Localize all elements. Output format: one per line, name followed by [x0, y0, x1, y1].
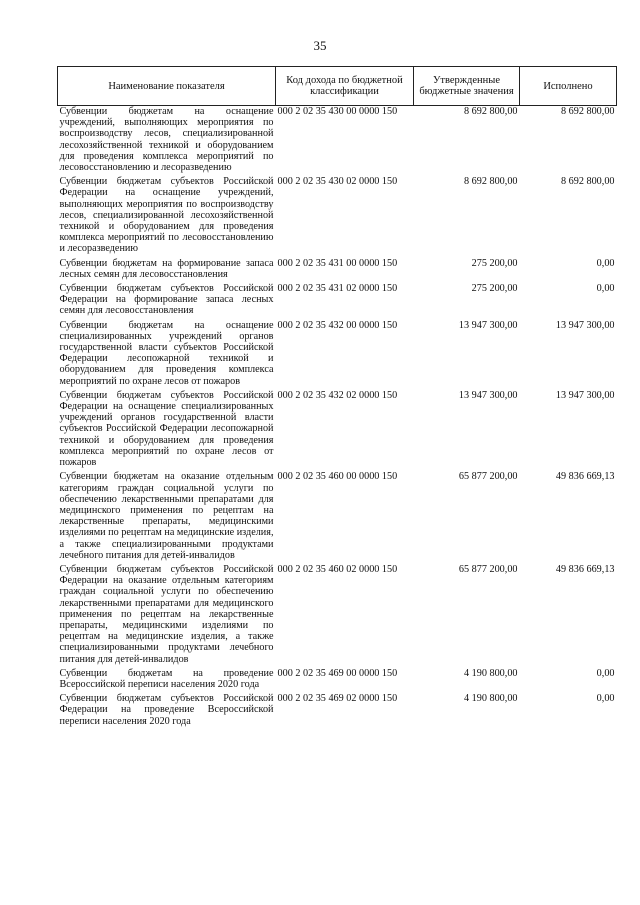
row-name: Субвенции бюджетам на оказание отдельным категориям граждан социальной услуги по обеспечению лекарственными препаратами для медицинского применения по рецептам на лекарственные препараты, медицинскими изделиями по рецептам на медицинские изделия, а также специализированными продуктами лечебного питания для детей-инвалидов	[59, 471, 274, 561]
row-executed: 0,00	[596, 257, 615, 269]
row-approved: 13 947 300,00	[458, 319, 518, 331]
row-approved: 8 692 800,00	[464, 176, 518, 188]
row-executed: 8 692 800,00	[561, 176, 615, 188]
table-body	[58, 106, 617, 730]
row-executed: 49 836 669,13	[555, 563, 615, 575]
row-code: 000 2 02 35 432 00 0000 150	[277, 319, 398, 331]
row-code: 000 2 02 35 460 00 0000 150	[277, 471, 398, 483]
row-approved: 275 200,00	[471, 257, 518, 269]
row-approved: 13 947 300,00	[458, 389, 518, 401]
header-code: Код дохода по бюджетной классификации	[276, 67, 414, 106]
row-code: 000 2 02 35 431 02 0000 150	[277, 283, 398, 295]
row-executed: 0,00	[596, 693, 615, 705]
table-row	[58, 693, 617, 730]
row-name: Субвенции бюджетам субъектов Российской Федерации на проведение Всероссийской переписи населения 2020 года	[59, 693, 274, 727]
row-executed: 49 836 669,13	[555, 471, 615, 483]
row-name: Субвенции бюджетам на формирование запаса лесных семян для лесовосстановления	[59, 257, 274, 280]
row-approved: 65 877 200,00	[458, 471, 518, 483]
row-executed: 0,00	[596, 667, 615, 679]
row-code: 000 2 02 35 460 02 0000 150	[277, 563, 398, 575]
row-code: 000 2 02 35 431 00 0000 150	[277, 257, 398, 269]
header-name: Наименование показателя	[58, 67, 276, 106]
table-row	[58, 668, 617, 693]
row-name: Субвенции бюджетам субъектов Российской Федерации на оснащение специализированных учреждений органов государственной власти субъектов Российской Федерации лесопожарной техникой и оборудованием для проведения комплекса мероприятий по охране лесов от пожаров	[59, 389, 274, 469]
header-executed: Исполнено	[520, 67, 617, 106]
row-approved: 4 190 800,00	[464, 667, 518, 679]
table-row	[58, 390, 617, 471]
table-row	[58, 564, 617, 668]
row-executed: 13 947 300,00	[555, 319, 615, 331]
row-code: 000 2 02 35 469 00 0000 150	[277, 667, 398, 679]
table-header	[58, 67, 617, 106]
row-executed: 0,00	[596, 283, 615, 295]
row-approved: 275 200,00	[471, 283, 518, 295]
row-name: Субвенции бюджетам на проведение Всероссийской переписи населения 2020 года	[59, 667, 274, 690]
table-row	[58, 176, 617, 257]
row-executed: 8 692 800,00	[561, 106, 615, 117]
table-row	[58, 283, 617, 320]
row-name: Субвенции бюджетам субъектов Российской Федерации на формирование запаса лесных семян для лесовосстановления	[59, 283, 274, 317]
row-name: Субвенции бюджетам субъектов Российской Федерации на оказание отдельным категориям граждан социальной услуги по обеспечению лекарственными препаратами для медицинского применения по рецептам на лекарственные препараты, медицинскими изделиями по рецептам на медицинские изделия, а также специализированными продуктами лечебного питания для детей-инвалидов	[59, 563, 274, 665]
row-approved: 65 877 200,00	[458, 563, 518, 575]
row-code: 000 2 02 35 469 02 0000 150	[277, 693, 398, 705]
row-approved: 8 692 800,00	[464, 106, 518, 117]
row-executed: 13 947 300,00	[555, 389, 615, 401]
table-row	[58, 320, 617, 390]
page-number: 35	[313, 38, 327, 53]
row-name: Субвенции бюджетам на оснащение учреждений, выполняющих мероприятия по воспроизводству лесов, специализированной лесохозяйственной техникой и оборудованием для проведения комплекса мероприятий по лесовосстановлению и лесоразведению	[59, 106, 274, 174]
budget-table	[57, 66, 617, 730]
row-approved: 4 190 800,00	[464, 693, 518, 705]
table-row	[58, 106, 617, 177]
table-row	[58, 471, 617, 564]
row-name: Субвенции бюджетам субъектов Российской Федерации на оснащение учреждений, выполняющих мероприятия по воспроизводству лесов, специализированной лесохозяйственной техникой и оборудованием для проведения комплекса мероприятий по лесовосстановлению и лесоразведению	[59, 176, 274, 255]
row-code: 000 2 02 35 432 02 0000 150	[277, 389, 398, 401]
table-row	[58, 258, 617, 283]
row-code: 000 2 02 35 430 00 0000 150	[277, 106, 398, 117]
header-approved: Утвержденные бюджетные значения	[414, 67, 520, 106]
row-name: Субвенции бюджетам на оснащение специализированных учреждений органов государственной власти субъектов Российской Федерации лесопожарной техникой и оборудованием для проведения комплекса мероприятий по охране лесов от пожаров	[59, 319, 274, 387]
row-code: 000 2 02 35 430 02 0000 150	[277, 176, 398, 188]
